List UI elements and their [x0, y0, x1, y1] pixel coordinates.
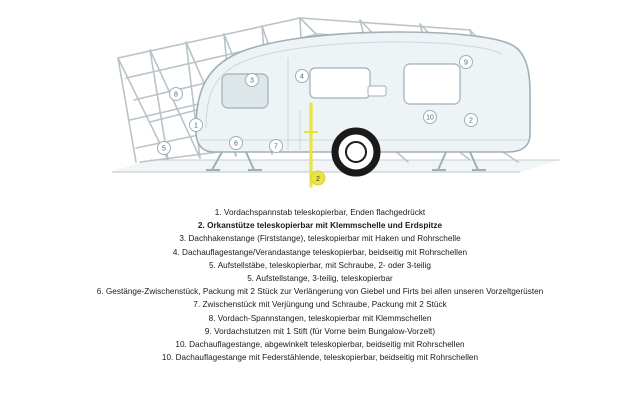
svg-text:2: 2: [316, 175, 320, 183]
svg-text:4: 4: [300, 73, 304, 81]
legend-item: 1. Vordachspannstab teleskopierbar, Enden flachgedrückt: [214, 208, 426, 217]
legend-item: 3. Dachhakenstange (Firststange), teleskopierbar mit Haken und Rohrschelle: [179, 234, 461, 244]
legend-item: 5. Aufstellstäbe, teleskopierbar, mit Schraube, 2- oder 3-teilig: [208, 260, 431, 270]
marker-8: [170, 88, 183, 101]
marker-9: [460, 56, 473, 69]
legend-item: 9. Vordachstutzen mit 1 Stift (für Vorne beim Bungalow-Vorzelt): [204, 326, 436, 336]
legend-item: 10. Dachauflagestange, abgewinkelt teleskopierbar, beidseitig mit Rohrschellen: [175, 340, 465, 350]
svg-text:8: 8: [174, 91, 178, 99]
marker-2-secondary: [465, 114, 478, 127]
svg-text:3: 3: [250, 77, 254, 85]
svg-text:2: 2: [469, 117, 473, 125]
svg-text:10: 10: [426, 114, 434, 122]
svg-text:5: 5: [162, 145, 166, 153]
legend-list: [0, 206, 640, 364]
marker-2-highlight: [311, 171, 325, 185]
marker-6: [230, 137, 243, 150]
svg-text:1: 1: [194, 122, 198, 130]
legend-item: 6. Gestänge-Zwischenstück, Packung mit 2 Stück zur Verlängerung von Giebel und Firts bei allen unseren Vorzeltgerüsten: [96, 287, 544, 297]
marker-7: [270, 140, 283, 153]
svg-text:9: 9: [464, 59, 468, 67]
svg-text:6: 6: [234, 140, 238, 148]
marker-10: [424, 111, 437, 124]
marker-3: [246, 74, 259, 87]
legend-item: 7. Zwischenstück mit Verjüngung und Schraube, Packung mit 2 Stück: [193, 300, 447, 310]
legend-item: 5. Aufstellstange, 3-teilig, teleskopierbar: [247, 274, 393, 284]
marker-1: [190, 119, 203, 132]
legend-item: 10. Dachauflagestange mit Federstählende, teleskopierbar, beidseitig mit Rohrschellen: [161, 353, 479, 363]
legend-item-highlighted: 2. Orkanstütze teleskopierbar mit Klemmschelle und Erdspitze: [197, 221, 443, 231]
legend-item: 4. Dachauflagestange/Verandastange teleskopierbar, beidseitig mit Rohrschellen: [172, 247, 468, 257]
legend-item: 8. Vordach-Spannstangen, teleskopierbar mit Klemmschellen: [208, 313, 432, 323]
caravan-body: [196, 32, 530, 173]
marker-4: [296, 70, 309, 83]
marker-5: [158, 142, 171, 155]
svg-text:7: 7: [274, 143, 278, 151]
